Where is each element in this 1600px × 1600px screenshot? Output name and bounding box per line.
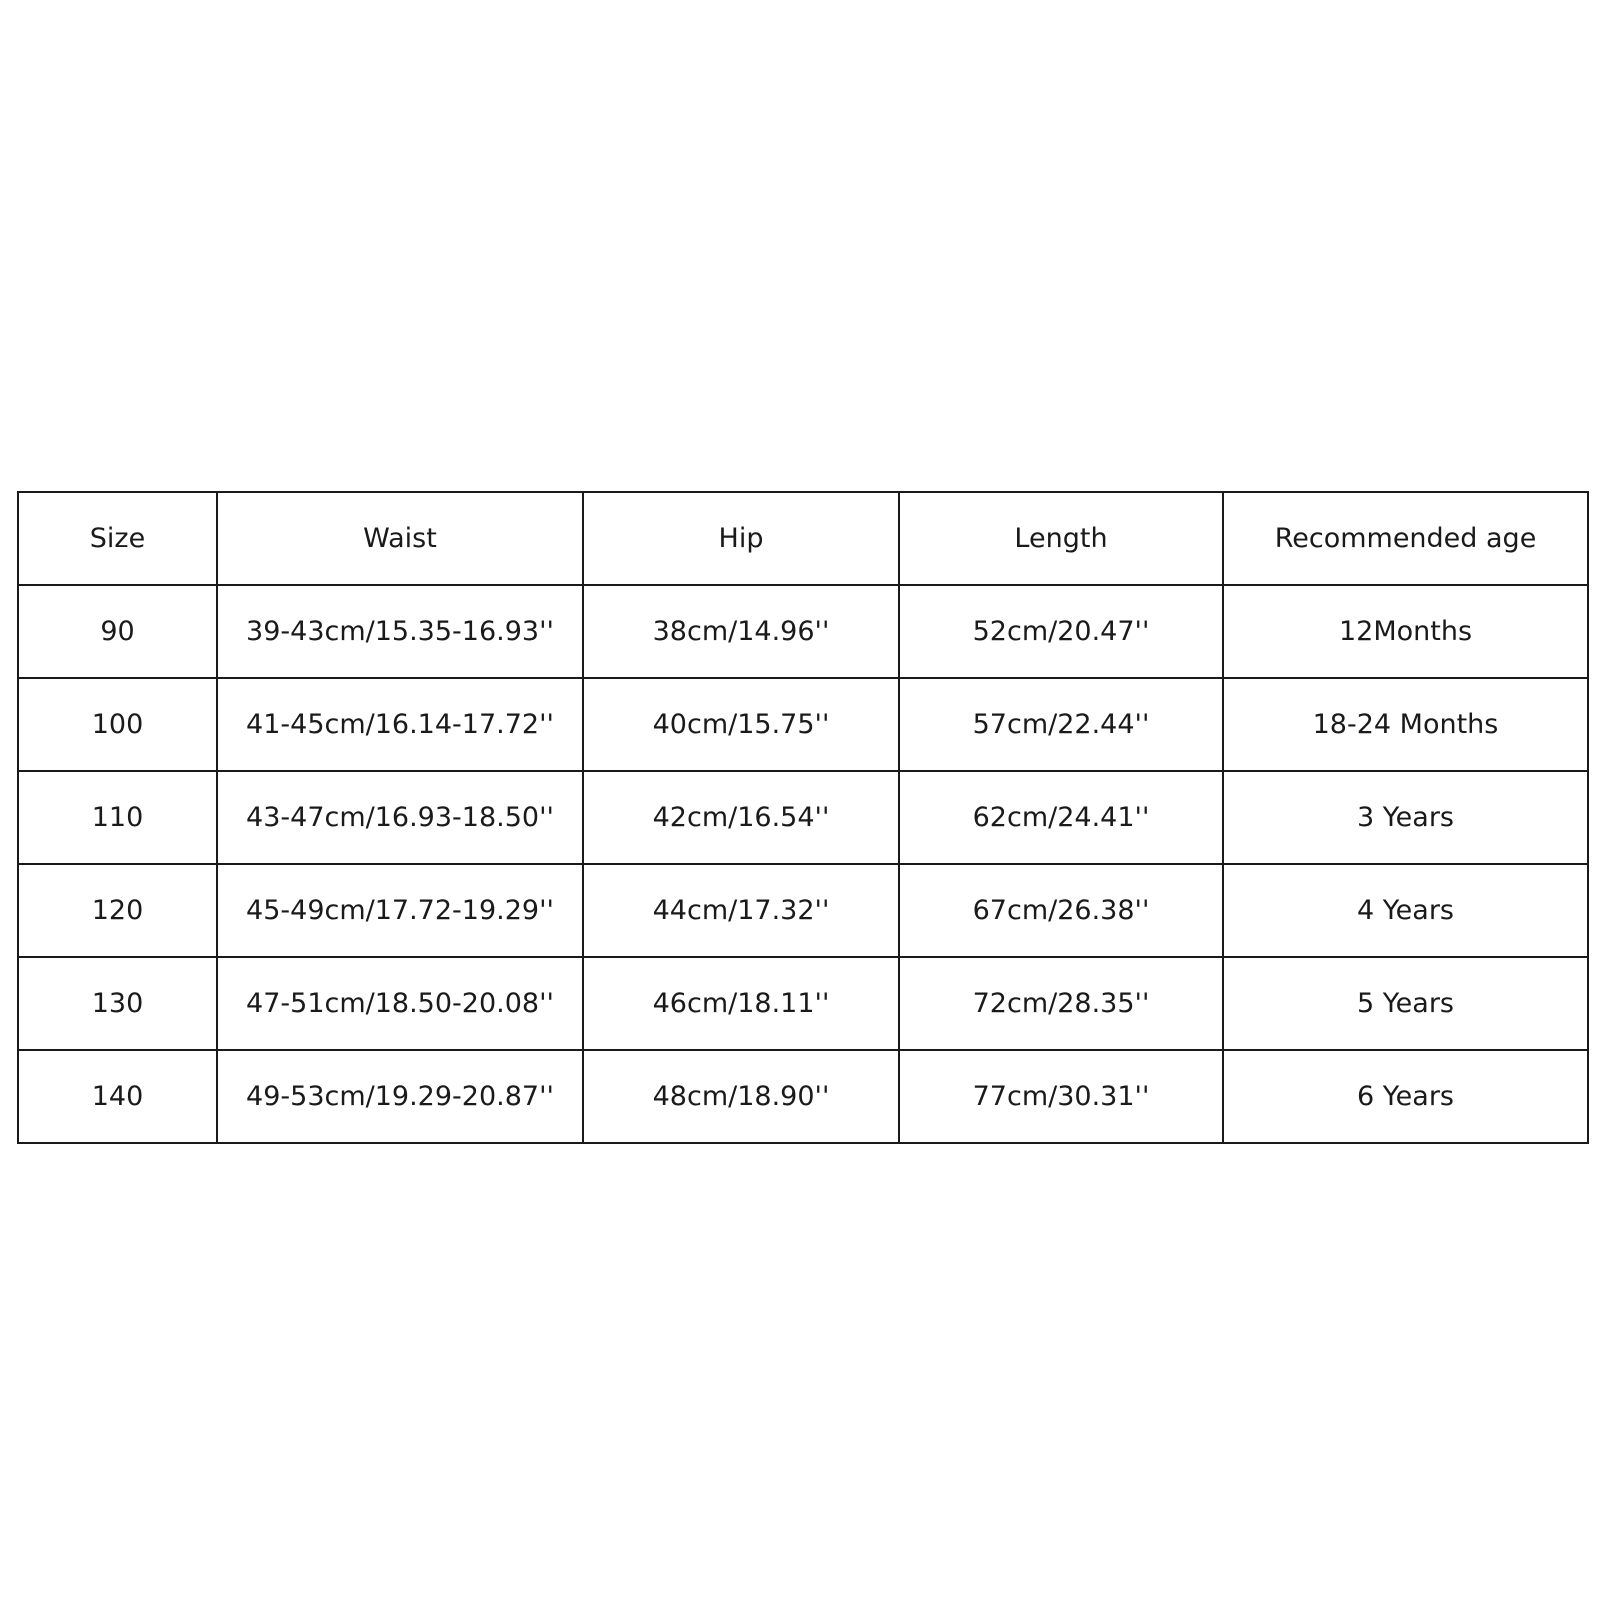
cell-hip: 48cm/18.90'' bbox=[583, 1050, 899, 1143]
cell-recommended-age: 6 Years bbox=[1223, 1050, 1588, 1143]
cell-size: 140 bbox=[18, 1050, 217, 1143]
cell-waist: 43-47cm/16.93-18.50'' bbox=[217, 771, 583, 864]
cell-size: 90 bbox=[18, 585, 217, 678]
cell-length: 72cm/28.35'' bbox=[899, 957, 1223, 1050]
cell-hip: 46cm/18.11'' bbox=[583, 957, 899, 1050]
header-size: Size bbox=[18, 492, 217, 585]
cell-size: 130 bbox=[18, 957, 217, 1050]
cell-size: 110 bbox=[18, 771, 217, 864]
cell-recommended-age: 5 Years bbox=[1223, 957, 1588, 1050]
table-row bbox=[18, 771, 1588, 864]
cell-length: 52cm/20.47'' bbox=[899, 585, 1223, 678]
cell-waist: 45-49cm/17.72-19.29'' bbox=[217, 864, 583, 957]
cell-recommended-age: 12Months bbox=[1223, 585, 1588, 678]
cell-hip: 40cm/15.75'' bbox=[583, 678, 899, 771]
table-row bbox=[18, 957, 1588, 1050]
size-chart-table bbox=[17, 491, 1589, 1144]
cell-length: 62cm/24.41'' bbox=[899, 771, 1223, 864]
cell-waist: 47-51cm/18.50-20.08'' bbox=[217, 957, 583, 1050]
header-row bbox=[18, 492, 1588, 585]
cell-waist: 41-45cm/16.14-17.72'' bbox=[217, 678, 583, 771]
cell-recommended-age: 4 Years bbox=[1223, 864, 1588, 957]
header-recommended-age: Recommended age bbox=[1223, 492, 1588, 585]
cell-hip: 42cm/16.54'' bbox=[583, 771, 899, 864]
cell-hip: 44cm/17.32'' bbox=[583, 864, 899, 957]
table-row bbox=[18, 678, 1588, 771]
table-row bbox=[18, 585, 1588, 678]
table-row bbox=[18, 864, 1588, 957]
cell-length: 57cm/22.44'' bbox=[899, 678, 1223, 771]
cell-length: 77cm/30.31'' bbox=[899, 1050, 1223, 1143]
cell-hip: 38cm/14.96'' bbox=[583, 585, 899, 678]
header-waist: Waist bbox=[217, 492, 583, 585]
cell-recommended-age: 3 Years bbox=[1223, 771, 1588, 864]
cell-size: 100 bbox=[18, 678, 217, 771]
cell-waist: 49-53cm/19.29-20.87'' bbox=[217, 1050, 583, 1143]
header-hip: Hip bbox=[583, 492, 899, 585]
cell-waist: 39-43cm/15.35-16.93'' bbox=[217, 585, 583, 678]
table-row bbox=[18, 1050, 1588, 1143]
header-length: Length bbox=[899, 492, 1223, 585]
cell-size: 120 bbox=[18, 864, 217, 957]
cell-length: 67cm/26.38'' bbox=[899, 864, 1223, 957]
cell-recommended-age: 18-24 Months bbox=[1223, 678, 1588, 771]
